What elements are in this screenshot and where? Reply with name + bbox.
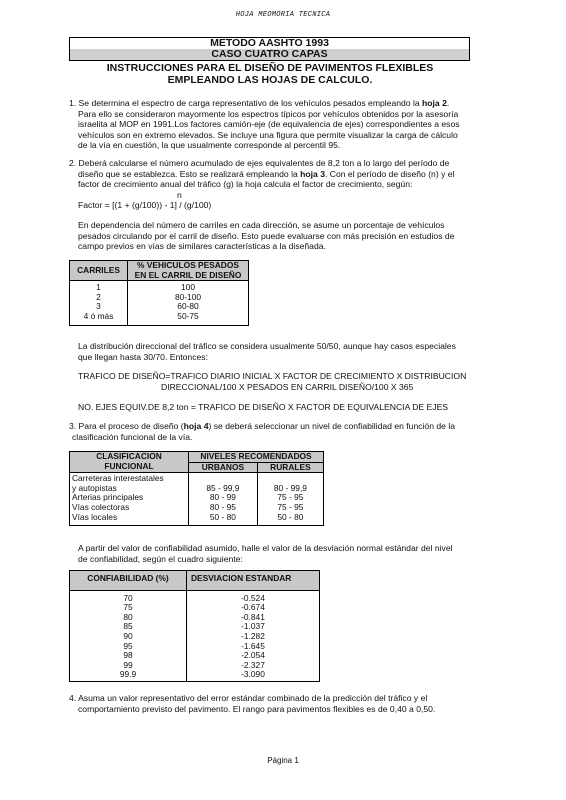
- equivalent-axles-formula: NO. EJES EQUIV.DE 8,2 ton = TRAFICO DE DISEÑO X FACTOR DE EQUIVALENCIA DE EJES: [78, 402, 449, 412]
- title-method: METODO AASHTO 1993: [69, 37, 470, 50]
- reliability-levels-table: [69, 451, 324, 526]
- table-row: Carreteras interestatales y autopistas 85 - 99,9 80 - 99,9: [70, 473, 324, 494]
- paragraph-6: 4. Asuma un valor representativo del error estándar combinado de la predicción del tráfico y el comportamiento previsto del pavimento. El rango para pavimentos flexibles es de 0,40 a 0,50.: [69, 693, 436, 714]
- lanes-header: CARRILES: [70, 261, 128, 281]
- paragraph-4-line2: clasificación funcional de la vía.: [72, 431, 193, 442]
- lanes-table: [69, 260, 249, 326]
- paragraph-distribution: En dependencia del número de carriles en cada dirección, se asume un porcentaje de vehículos pesados circulando por el carril de diseño. Esto puede evaluarse con más precisión en estudios de campo previos en vías de similares características a la diseñada.: [78, 220, 455, 251]
- paragraph-4: [69, 421, 489, 442]
- table-row: Vías locales 50 - 80 50 - 80: [70, 513, 324, 526]
- table-row: 3 60-80: [70, 302, 249, 312]
- table-row: 98 -2.054: [70, 651, 320, 661]
- page-header: HOJA MEOMORIA TECNICA: [235, 11, 331, 19]
- table-row: 85 -1.037: [70, 622, 320, 632]
- functional-class-header-line2: FUNCIONAL: [70, 462, 189, 473]
- table-row: 95 -1.645: [70, 642, 320, 652]
- urban-header: URBANOS: [189, 462, 258, 473]
- design-traffic-formula: TRAFICO DE DISEÑO=TRAFICO DIARIO INICIAL X FACTOR DE CRECIMIENTO X DISTRIBUCION DIRECCIONAL/100 X PESADOS EN CARRIL DISEÑO/100 X 365: [78, 371, 467, 392]
- paragraph-2-line2: diseño que se establezca. Esto se realizará empleando la hoja 3. Con el período de diseño (n) y el: [78, 168, 455, 179]
- reliability-header: CONFIABILIDAD (%): [70, 571, 187, 591]
- table-row: 90 -1.282: [70, 632, 320, 642]
- instructions-title-line2: EMPLEANDO LAS HOJAS DE CALCULO.: [167, 74, 373, 86]
- paragraph-1: [69, 98, 489, 151]
- table-row: 99.9 -3.090: [70, 670, 320, 681]
- title-case: CASO CUATRO CAPAS: [69, 49, 470, 61]
- paragraph-2: [69, 158, 489, 210]
- paragraph-2-line3: factor de crecimiento anual del tráfico (g) la hoja calcula el factor de crecimiento, según:: [78, 179, 413, 189]
- table-row: Arterias principales 80 - 99 75 - 95: [70, 493, 324, 503]
- growth-factor-formula: Factor = [(1 + (g/100)) - 1] / (g/100): [78, 199, 212, 210]
- table-row: 2 80-100: [70, 293, 249, 303]
- standard-deviation-table: [69, 570, 320, 682]
- table-row: 80 -0.841: [70, 613, 320, 623]
- table-row: 4 ó más 50-75: [70, 312, 249, 325]
- std-deviation-header: DESVIACION ESTANDAR: [187, 571, 320, 591]
- rural-header: RURALES: [257, 462, 323, 473]
- table-row: 70 -0.524: [70, 590, 320, 603]
- paragraph-5: A partir del valor de confiabilidad asumido, halle el valor de la desviación normal estándar del nivel de confiabilidad, según el cuadro siguiente:: [78, 543, 453, 564]
- page-number: Página 1: [267, 756, 299, 765]
- paragraph-2-line1: 2. Deberá calcularse el número acumulado de ejes equivalentes de 8,2 ton a lo largo del período de: [69, 158, 450, 168]
- table-row: 99 -2.327: [70, 661, 320, 671]
- table-row: 75 -0.674: [70, 603, 320, 613]
- paragraph-1-line3: israelita al MOP en 1991.Los factores camión-eje (de equivalencia de ejes) correspondientes a esos: [78, 119, 460, 129]
- paragraph-1-line1: 1. Se determina el espectro de carga representativo de los vehículos pesados empleando la hoja 2.: [69, 98, 450, 108]
- paragraph-3: La distribución direccional del tráfico se considera usualmente 50/50, aunque hay casos especiales que llegan hasta 30/70. Entonces:: [78, 341, 456, 362]
- instructions-title-line1: INSTRUCCIONES PARA EL DISEÑO DE PAVIMENTOS FLEXIBLES: [106, 62, 434, 74]
- functional-class-header-line1: CLASIFICACION: [70, 452, 189, 463]
- table-row: Vías colectoras 80 - 95 75 - 95: [70, 503, 324, 513]
- heavy-vehicles-header-line1: % VEHICULOS PESADOS: [128, 261, 249, 271]
- paragraph-1-line4: vehículos son en extremo elevados. Se incluye una figura que permite visualizar la carga de cálculo: [78, 129, 458, 140]
- table-row: 1 100: [70, 281, 249, 293]
- paragraph-1-line2: Para ello se consideraron mayormente los espectros típicos por vehículos obtenidos por la asesoría: [78, 108, 459, 119]
- heavy-vehicles-header-line2: EN EL CARRIL DE DISEÑO: [128, 271, 249, 281]
- paragraph-1-line5: de la vía en cuestión, la que usualmente corresponde al percentil 95.: [78, 140, 341, 150]
- formula-exponent: n: [177, 189, 182, 200]
- paragraph-4-line1: 3. Para el proceso de diseño (hoja 4) se deberá seleccionar un nivel de confiabilidad en función de la: [69, 421, 456, 431]
- recommended-levels-header: NIVELES RECOMENDADOS: [189, 452, 324, 463]
